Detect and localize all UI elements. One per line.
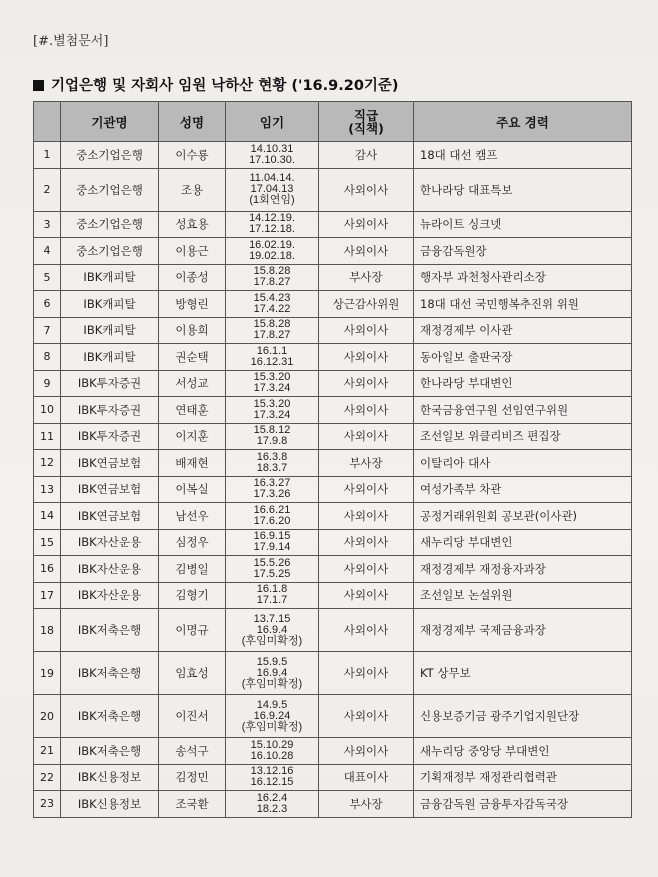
table-row xyxy=(34,264,632,291)
org-cell: IBK자산운용 xyxy=(61,556,159,583)
name-cell: 김형기 xyxy=(159,582,226,609)
no: 11 xyxy=(34,423,61,450)
name-cell: 김정민 xyxy=(159,764,226,791)
table-header-row xyxy=(34,102,632,142)
name-cell: 이종성 xyxy=(159,264,226,291)
career-cell: 18대 대선 국민행복추진위 위원 xyxy=(414,291,632,318)
career-cell: 기획재정부 재정관리협력관 xyxy=(414,764,632,791)
no: 23 xyxy=(34,791,61,818)
no: 4 xyxy=(34,238,61,265)
career-cell: 새누리당 중앙당 부대변인 xyxy=(414,738,632,765)
header-org: 기관명 xyxy=(61,102,159,142)
name-cell: 이명규 xyxy=(159,609,226,652)
table-row xyxy=(34,238,632,265)
no: 20 xyxy=(34,695,61,738)
table-body xyxy=(34,142,632,818)
rank-cell: 부사장 xyxy=(319,450,414,477)
rank-cell: 감사 xyxy=(319,142,414,169)
table-row xyxy=(34,582,632,609)
no: 17 xyxy=(34,582,61,609)
career-cell: 동아일보 출판국장 xyxy=(414,344,632,371)
name-cell: 이복실 xyxy=(159,476,226,503)
name-cell: 조국환 xyxy=(159,791,226,818)
org-cell: IBK캐피탈 xyxy=(61,317,159,344)
rank-cell: 사외이사 xyxy=(319,652,414,695)
rank-cell: 부사장 xyxy=(319,264,414,291)
career-cell: 뉴라이트 싱크넷 xyxy=(414,211,632,238)
table-row xyxy=(34,450,632,477)
rank-cell: 사외이사 xyxy=(319,529,414,556)
name-cell: 조용 xyxy=(159,168,226,211)
attachment-label: [#.별첨문서] xyxy=(33,34,109,49)
name-cell: 이용근 xyxy=(159,238,226,265)
term-cell: 15.9.5 16.9.4 (후임미확정) xyxy=(226,652,319,695)
rank-cell: 사외이사 xyxy=(319,695,414,738)
org-cell: IBK투자증권 xyxy=(61,423,159,450)
rank-cell: 상근감사위원 xyxy=(319,291,414,318)
no: 7 xyxy=(34,317,61,344)
name-cell: 남선우 xyxy=(159,503,226,530)
header-rank: 직급 (직책) xyxy=(319,102,414,142)
name-cell: 서성교 xyxy=(159,370,226,397)
career-cell: 한나라당 부대변인 xyxy=(414,370,632,397)
name-cell: 권순택 xyxy=(159,344,226,371)
no: 5 xyxy=(34,264,61,291)
rank-cell: 사외이사 xyxy=(319,609,414,652)
rank-cell: 사외이사 xyxy=(319,168,414,211)
no: 15 xyxy=(34,529,61,556)
career-cell: 한나라당 대표특보 xyxy=(414,168,632,211)
term-cell: 13.12.16 16.12.15 xyxy=(226,764,319,791)
org-cell: 중소기업은행 xyxy=(61,238,159,265)
rank-cell: 사외이사 xyxy=(319,397,414,424)
career-cell: 새누리당 부대변인 xyxy=(414,529,632,556)
table-row xyxy=(34,423,632,450)
org-cell: IBK캐피탈 xyxy=(61,344,159,371)
no: 21 xyxy=(34,738,61,765)
career-cell: 금융감독원장 xyxy=(414,238,632,265)
term-cell: 13.7.15 16.9.4 (후임미확정) xyxy=(226,609,319,652)
term-cell: 16.1.8 17.1.7 xyxy=(226,582,319,609)
term-cell: 16.9.15 17.9.14 xyxy=(226,529,319,556)
org-cell: IBK저축은행 xyxy=(61,652,159,695)
no: 1 xyxy=(34,142,61,169)
name-cell: 이용희 xyxy=(159,317,226,344)
term-cell: 15.10.29 16.10.28 xyxy=(226,738,319,765)
career-cell: 재정경제부 재정융자과장 xyxy=(414,556,632,583)
name-cell: 연태훈 xyxy=(159,397,226,424)
rank-cell: 대표이사 xyxy=(319,764,414,791)
org-cell: IBK저축은행 xyxy=(61,738,159,765)
table-row xyxy=(34,370,632,397)
table-row xyxy=(34,476,632,503)
no: 2 xyxy=(34,168,61,211)
name-cell: 송석구 xyxy=(159,738,226,765)
name-cell: 심정우 xyxy=(159,529,226,556)
table-row xyxy=(34,609,632,652)
table-row xyxy=(34,211,632,238)
header-term: 임기 xyxy=(226,102,319,142)
term-cell: 15.8.12 17.9.8 xyxy=(226,423,319,450)
org-cell: IBK저축은행 xyxy=(61,609,159,652)
table-row xyxy=(34,317,632,344)
career-cell: 신용보증기금 광주기업지원단장 xyxy=(414,695,632,738)
square-bullet-icon xyxy=(33,80,44,91)
term-cell: 16.3.27 17.3.26 xyxy=(226,476,319,503)
term-cell: 16.02.19. 19.02.18. xyxy=(226,238,319,265)
org-cell: 중소기업은행 xyxy=(61,168,159,211)
no: 10 xyxy=(34,397,61,424)
executives-table xyxy=(33,101,632,818)
header-no xyxy=(34,102,61,142)
rank-cell: 부사장 xyxy=(319,791,414,818)
term-cell: 16.2.4 18.2.3 xyxy=(226,791,319,818)
term-cell: 15.5.26 17.5.25 xyxy=(226,556,319,583)
org-cell: IBK캐피탈 xyxy=(61,264,159,291)
name-cell: 배재현 xyxy=(159,450,226,477)
no: 16 xyxy=(34,556,61,583)
table-row xyxy=(34,503,632,530)
career-cell: 행자부 과천청사관리소장 xyxy=(414,264,632,291)
no: 18 xyxy=(34,609,61,652)
term-cell: 16.3.8 18.3.7 xyxy=(226,450,319,477)
term-cell: 15.3.20 17.3.24 xyxy=(226,397,319,424)
org-cell: IBK연금보험 xyxy=(61,450,159,477)
career-cell: 이탈리아 대사 xyxy=(414,450,632,477)
table-row xyxy=(34,529,632,556)
career-cell: 재정경제부 국제금융과장 xyxy=(414,609,632,652)
name-cell: 이수룡 xyxy=(159,142,226,169)
name-cell: 이진서 xyxy=(159,695,226,738)
org-cell: IBK자산운용 xyxy=(61,582,159,609)
table-row xyxy=(34,738,632,765)
header-career: 주요 경력 xyxy=(414,102,632,142)
term-cell: 14.12.19. 17.12.18. xyxy=(226,211,319,238)
no: 14 xyxy=(34,503,61,530)
term-cell: 11.04.14. 17.04.13 (1회연임) xyxy=(226,168,319,211)
org-cell: IBK신용정보 xyxy=(61,764,159,791)
rank-cell: 사외이사 xyxy=(319,738,414,765)
rank-cell: 사외이사 xyxy=(319,423,414,450)
rank-cell: 사외이사 xyxy=(319,211,414,238)
org-cell: IBK연금보험 xyxy=(61,503,159,530)
table-row xyxy=(34,556,632,583)
page-title xyxy=(33,74,399,95)
no: 8 xyxy=(34,344,61,371)
rank-cell: 사외이사 xyxy=(319,476,414,503)
term-cell: 16.1.1 16.12.31 xyxy=(226,344,319,371)
table-row xyxy=(34,695,632,738)
rank-cell: 사외이사 xyxy=(319,370,414,397)
career-cell: 금융감독원 금융투자감독국장 xyxy=(414,791,632,818)
career-cell: 조선일보 논설위원 xyxy=(414,582,632,609)
org-cell: 중소기업은행 xyxy=(61,211,159,238)
rank-cell: 사외이사 xyxy=(319,238,414,265)
org-cell: IBK투자증권 xyxy=(61,397,159,424)
no: 6 xyxy=(34,291,61,318)
table-row xyxy=(34,652,632,695)
career-cell: 여성가족부 차관 xyxy=(414,476,632,503)
career-cell: 한국금융연구원 선임연구위원 xyxy=(414,397,632,424)
no: 3 xyxy=(34,211,61,238)
table-row xyxy=(34,168,632,211)
career-cell: 18대 대선 캠프 xyxy=(414,142,632,169)
career-cell: 재정경제부 이사관 xyxy=(414,317,632,344)
career-cell: 공정거래위원회 공보관(이사관) xyxy=(414,503,632,530)
rank-cell: 사외이사 xyxy=(319,503,414,530)
name-cell: 김병일 xyxy=(159,556,226,583)
table-row xyxy=(34,291,632,318)
rank-cell: 사외이사 xyxy=(319,582,414,609)
table-row xyxy=(34,791,632,818)
org-cell: 중소기업은행 xyxy=(61,142,159,169)
name-cell: 이지훈 xyxy=(159,423,226,450)
no: 19 xyxy=(34,652,61,695)
career-cell: 조선일보 위클리비즈 편집장 xyxy=(414,423,632,450)
rank-cell: 사외이사 xyxy=(319,344,414,371)
table-row xyxy=(34,344,632,371)
no: 22 xyxy=(34,764,61,791)
org-cell: IBK캐피탈 xyxy=(61,291,159,318)
title-text: 기업은행 및 자회사 임원 낙하산 현황 ('16.9.20기준) xyxy=(51,78,399,94)
term-cell: 15.8.28 17.8.27 xyxy=(226,317,319,344)
no: 9 xyxy=(34,370,61,397)
no: 12 xyxy=(34,450,61,477)
org-cell: IBK자산운용 xyxy=(61,529,159,556)
no: 13 xyxy=(34,476,61,503)
term-cell: 15.3.20 17.3.24 xyxy=(226,370,319,397)
table-row xyxy=(34,397,632,424)
name-cell: 방형린 xyxy=(159,291,226,318)
org-cell: IBK투자증권 xyxy=(61,370,159,397)
org-cell: IBK신용정보 xyxy=(61,791,159,818)
org-cell: IBK연금보험 xyxy=(61,476,159,503)
term-cell: 15.4.23 17.4.22 xyxy=(226,291,319,318)
career-cell: KT 상무보 xyxy=(414,652,632,695)
header-name: 성명 xyxy=(159,102,226,142)
name-cell: 성효용 xyxy=(159,211,226,238)
rank-cell: 사외이사 xyxy=(319,317,414,344)
term-cell: 16.6.21 17.6.20 xyxy=(226,503,319,530)
rank-cell: 사외이사 xyxy=(319,556,414,583)
term-cell: 15.8.28 17.8.27 xyxy=(226,264,319,291)
org-cell: IBK저축은행 xyxy=(61,695,159,738)
table-row xyxy=(34,764,632,791)
term-cell: 14.10.31 17.10.30. xyxy=(226,142,319,169)
term-cell: 14.9.5 16.9.24 (후임미확정) xyxy=(226,695,319,738)
table-row xyxy=(34,142,632,169)
name-cell: 임효성 xyxy=(159,652,226,695)
